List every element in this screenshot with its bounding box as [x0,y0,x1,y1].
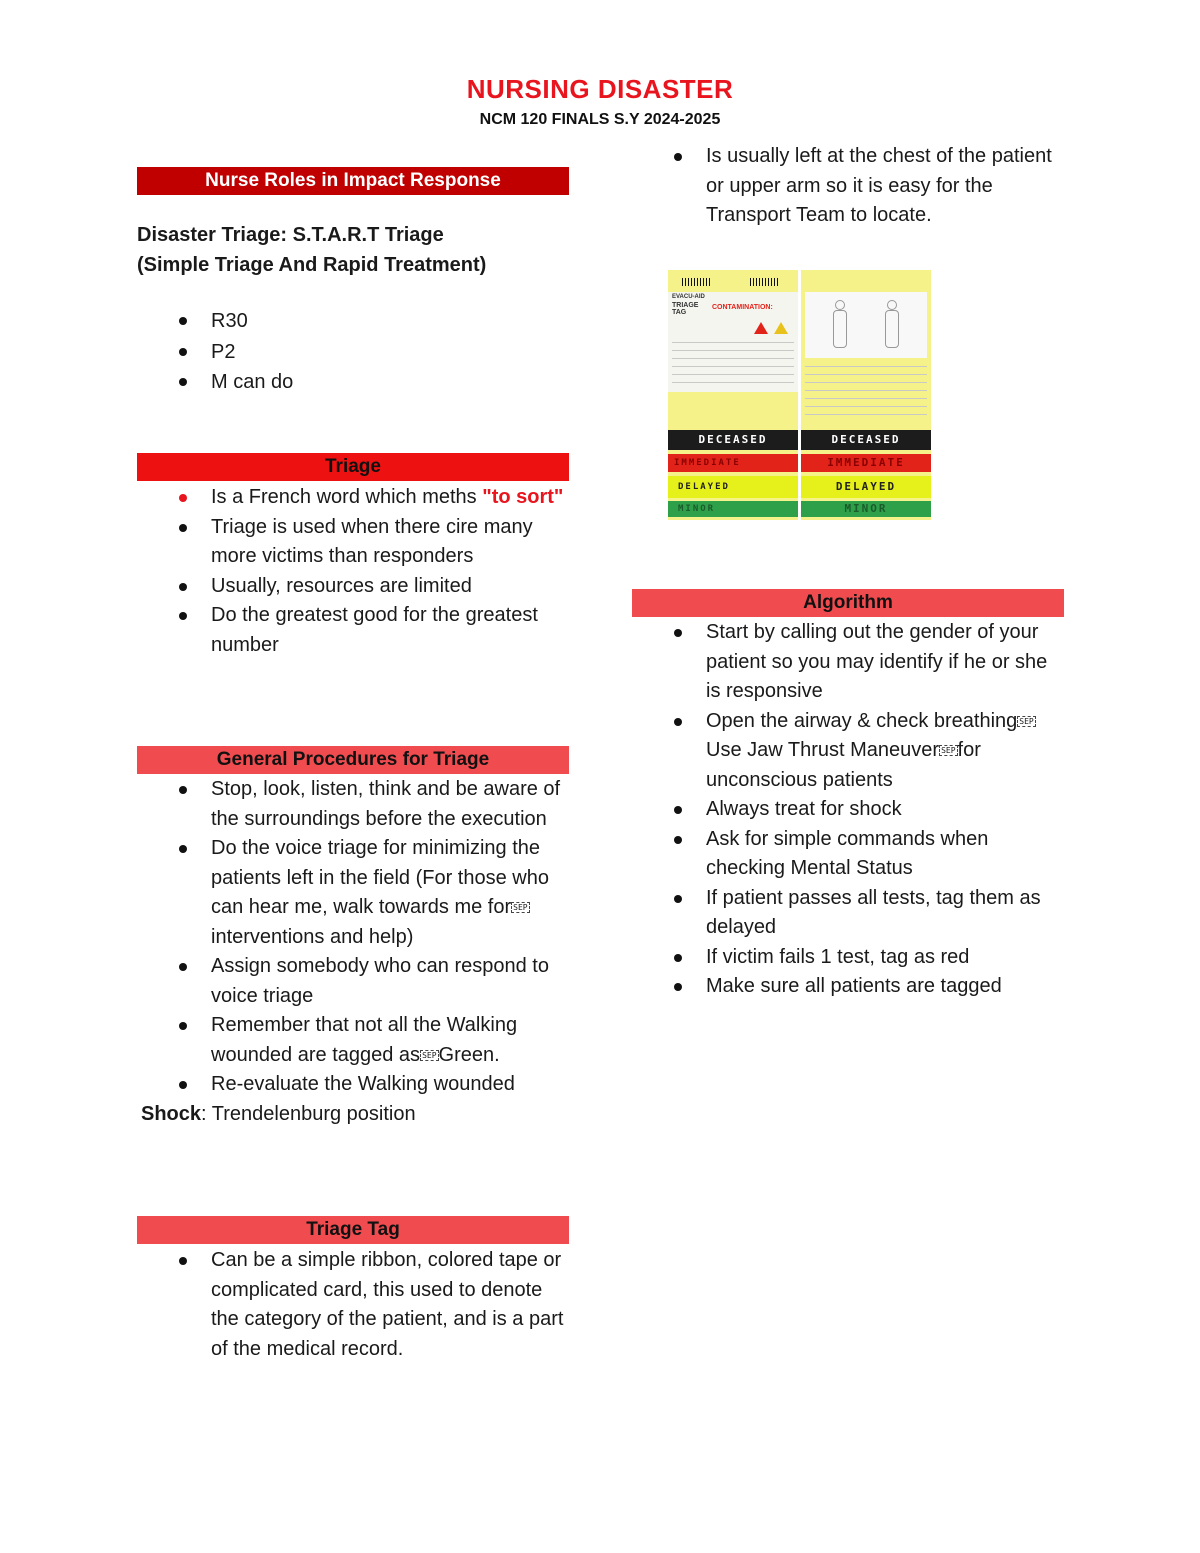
triage-tag-list-cont [632,142,1064,231]
form-lines [672,342,794,390]
procedures-list [137,775,569,1100]
algorithm-list [632,618,1064,1002]
list-item-text: Remember that not all the Walking wounded are tagged as [211,1014,518,1066]
tag-band-immediate: IMMEDIATE [801,454,931,472]
triage-tag-continued [632,142,1064,231]
barcode-icon [682,278,710,286]
list-item: Usually, resources are limited [137,572,569,602]
triage-tag-list [137,1246,569,1364]
triage-tag-section [137,1216,569,1364]
form-lines [805,366,927,422]
list-item: If victim fails 1 test, tag as red [632,943,1064,973]
list-item: Is usually left at the chest of the patient or upper arm so it is easy for the Transport Team to locate. [632,142,1064,231]
list-item: If patient passes all tests, tag them as delayed [632,884,1064,943]
triage-tag-heading: Triage Tag [137,1216,569,1244]
tag-contamination: CONTAMINATION: [712,304,773,311]
shock-text: : Trendelenburg position [201,1102,416,1125]
list-item-text: for unconscious patients [706,739,981,791]
tag-band-minor: MINOR [801,501,931,517]
triage-tag-card-front [668,270,798,520]
list-item: Re-evaluate the Walking wounded [137,1070,569,1100]
barcode-icon [750,278,778,286]
list-item: Start by calling out the gender of your patient so you may identify if he or she is responsive [632,618,1064,707]
list-item: Always treat for shock [632,795,1064,825]
hazard-icon [774,322,788,334]
impact-section [137,167,569,398]
list-item-text: Do the voice triage for minimizing the patients left in the field (For those who can hear me, walk towards me for [211,837,549,918]
list-item: P2 [137,337,569,368]
list-item: Make sure all patients are tagged [632,972,1064,1002]
highlight-text: "to sort" [482,486,564,508]
body-diagram [805,292,927,358]
start-triage-line: Disaster Triage: S.T.A.R.T Triage [137,224,444,246]
tag-band-delayed: DELAYED [801,476,931,498]
list-item: Do the greatest good for the greatest number [137,601,569,660]
shock-line [137,1100,569,1130]
list-item: Ask for simple commands when checking Mental Status [632,825,1064,884]
list-item: M can do [137,367,569,398]
tag-form-area [668,292,798,392]
list-item-text: Open the airway & check breathing [706,709,1018,732]
tag-card-title: TRIAGE TAG [672,302,699,316]
list-item: R30 [137,306,569,337]
sep-glyph: SEP [422,1050,437,1060]
tag-band-deceased: DECEASED [668,430,798,450]
list-item-text: interventions and help) [211,925,414,948]
rpm-list [137,306,569,398]
procedures-section [137,746,569,1129]
list-item-text: Is a French word which meths [211,486,483,508]
algorithm-heading: Algorithm [632,589,1064,617]
triage-list [137,483,569,660]
list-item [137,1011,569,1070]
sep-glyph: SEP [513,903,528,913]
list-item-text: Use Jaw Thrust Maneuver [706,739,940,761]
impact-heading: Nurse Roles in Impact Response [137,167,569,195]
tag-band-minor: MINOR [668,501,798,517]
triage-tag-card-back [801,270,931,520]
page-subtitle: NCM 120 FINALS S.Y 2024-2025 [479,111,721,128]
tag-band-deceased: DECEASED [801,430,931,450]
list-item: Can be a simple ribbon, colored tape or complicated card, this used to denote the category of the patient, and is a part of the medical record. [137,1246,569,1364]
list-item [632,707,1064,796]
page-title: NURSING DISASTER [466,74,734,104]
tag-band-immediate: IMMEDIATE [668,454,798,472]
list-item-text: Green. [438,1043,500,1066]
list-item: Assign somebody who can respond to voice triage [137,952,569,1011]
tag-band-delayed: DELAYED [668,476,798,498]
list-item [137,483,569,513]
shock-label: Shock [141,1102,202,1125]
sep-glyph: SEP [941,746,956,756]
triage-heading: Triage [137,453,569,481]
start-triage-expansion: (Simple Triage And Rapid Treatment) [137,253,487,276]
triage-tag-image [668,270,931,520]
figure-body-icon [833,310,847,348]
procedures-heading: General Procedures for Triage [137,746,569,774]
figure-head-icon [887,300,897,310]
list-item: Stop, look, listen, think and be aware of the surroundings before the execution [137,775,569,834]
figure-head-icon [835,300,845,310]
figure-body-icon [885,310,899,348]
tag-brand: EVACU-AID [672,294,705,300]
triage-section [137,453,569,660]
list-item [137,834,569,952]
list-item: Triage is used when there cire many more victims than responders [137,513,569,572]
algorithm-section [632,589,1064,1002]
hazard-icon [754,322,768,334]
sep-glyph: SEP [1019,716,1034,726]
